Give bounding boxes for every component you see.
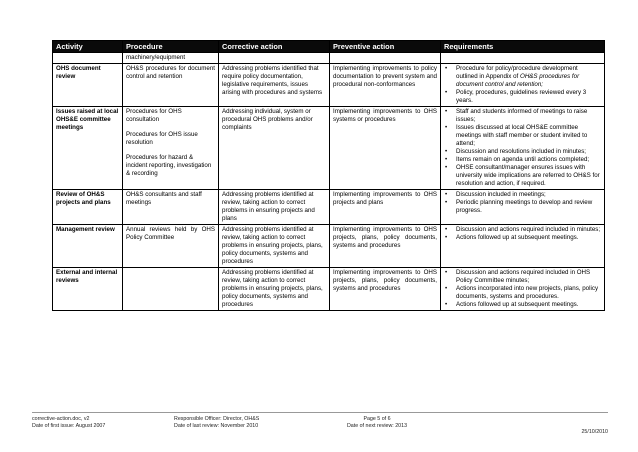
list-item: • Items remain on agenda until actions completed;	[444, 156, 601, 164]
corrective-cell: Addressing problems identified that require policy documentation, legislative requirements, issues arising with procedures and systems	[219, 64, 330, 107]
preventive-cell: Implementing improvements to OHS projects, plans, policy documents, systems and procedures	[330, 268, 441, 311]
header-preventive-action: Preventive action	[330, 41, 441, 53]
procedure-text: OH&S consultants and staff meetings	[126, 191, 202, 206]
procedure-cell	[123, 64, 219, 107]
procedure-cell	[123, 107, 219, 190]
procedure-cell	[123, 225, 219, 268]
requirements-cell	[441, 64, 605, 107]
list-item: • Policy, procedures, guidelines reviewed every 3 years.	[444, 89, 601, 105]
table-row	[53, 268, 605, 311]
footer-last-review: Date of last review: November 2010	[174, 422, 259, 429]
table-row	[53, 190, 605, 225]
footer-page-info	[332, 416, 422, 429]
table-row	[53, 107, 605, 190]
requirements-cell	[441, 107, 605, 190]
footer-print-date: 25/10/2010	[581, 429, 608, 435]
activity-cell: Issues raised at local OHS&E committee meetings	[53, 107, 123, 190]
list-item: • Discussion and actions required included in minutes;	[444, 226, 601, 234]
list-item: • Periodic planning meetings to develop and review progress.	[444, 199, 601, 215]
page-footer	[32, 412, 608, 435]
list-item: • Staff and students informed of meetings to raise issues;	[444, 108, 601, 124]
activity-cell: Review of OH&S projects and plans	[53, 190, 123, 225]
procedure-text: Procedures for OHS issue resolution	[126, 131, 198, 146]
footer-responsible-officer: Responsible Officer: Director, OH&S	[174, 416, 260, 422]
list-item: • Actions followed up at subsequent meetings.	[444, 234, 601, 242]
footer-next-review: Date of next review: 2013	[346, 422, 408, 429]
footer-file-name: corrective-action.doc, v2	[32, 416, 90, 422]
footer-document-info	[32, 416, 105, 429]
requirements-cell	[441, 190, 605, 225]
corrective-cell: Addressing problems identified at review, taking action to correct problems in ensuring projects and plans	[219, 190, 330, 225]
procedure-cell	[123, 190, 219, 225]
corrective-cell: Addressing individual, system or procedural OHS problems and/or complaints	[219, 107, 330, 190]
list-item: • Procedure for policy/procedure development outlined in Appendix of OH&S procedures for document control and retention;	[444, 65, 601, 89]
list-item: • Actions followed up at subsequent meetings.	[444, 301, 601, 309]
header-requirements: Requirements	[441, 41, 605, 53]
procedure-cell	[123, 268, 219, 311]
page-number: Page 5 of 6	[363, 416, 391, 422]
footer-officer-info	[174, 416, 259, 429]
procedure-text: OH&S procedures for document control and retention	[126, 65, 215, 80]
procedures-table	[52, 40, 605, 311]
corrective-cell: Addressing problems identified at review, taking action to correct problems in ensuring projects, plans, policy documents, systems and procedures	[219, 268, 330, 311]
list-item: • OHSE consultant/manager ensures issues with university wide implications are referred to OH&S for resolution and action, if required.	[444, 164, 601, 188]
list-item: • Actions incorporated into new projects, plans, policy documents, systems and procedures.	[444, 285, 601, 301]
header-activity: Activity	[53, 41, 123, 53]
list-item: • Issues discussed at local OHS&E committee meetings with staff member or student invited to attend;	[444, 124, 601, 148]
procedure-text: Procedures for OHS consultation	[126, 108, 182, 123]
table-header-row	[53, 41, 605, 53]
continued-procedure-text: machinery/equipment	[123, 53, 219, 64]
requirements-cell	[441, 268, 605, 311]
table-row	[53, 64, 605, 107]
procedure-text: Annual reviews held by OHS Policy Committee	[126, 226, 215, 241]
document-reference: OH&S procedures for document control and retention;	[456, 73, 580, 88]
preventive-cell: Implementing improvements to OHS projects and plans	[330, 190, 441, 225]
list-item: • Discussion and actions required included in OHS Policy Committee minutes;	[444, 269, 601, 285]
requirements-cell	[441, 225, 605, 268]
preventive-cell: Implementing improvements to OHS projects, plans, policy documents, systems and procedures	[330, 225, 441, 268]
list-item: • Discussion and resolutions included in minutes;	[444, 148, 601, 156]
list-item: • Discussion included in meetings;	[444, 191, 601, 199]
header-corrective-action: Corrective action	[219, 41, 330, 53]
table-row	[53, 53, 605, 64]
header-procedure: Procedure	[123, 41, 219, 53]
activity-cell: Management review	[53, 225, 123, 268]
activity-cell: OHS document review	[53, 64, 123, 107]
preventive-cell: Implementing improvements to policy documentation to prevent system and procedural non-conformances	[330, 64, 441, 107]
preventive-cell: Implementing improvements to OHS systems or procedures	[330, 107, 441, 190]
procedure-text: Procedures for hazard & incident reporting, investigation & recording	[126, 154, 212, 177]
corrective-cell: Addressing problems identified at review, taking action to correct problems in ensuring projects, plans, policy documents, systems and procedures	[219, 225, 330, 268]
activity-cell: External and internal reviews	[53, 268, 123, 311]
footer-first-issue: Date of first issue: August 2007	[32, 422, 106, 429]
table-row	[53, 225, 605, 268]
